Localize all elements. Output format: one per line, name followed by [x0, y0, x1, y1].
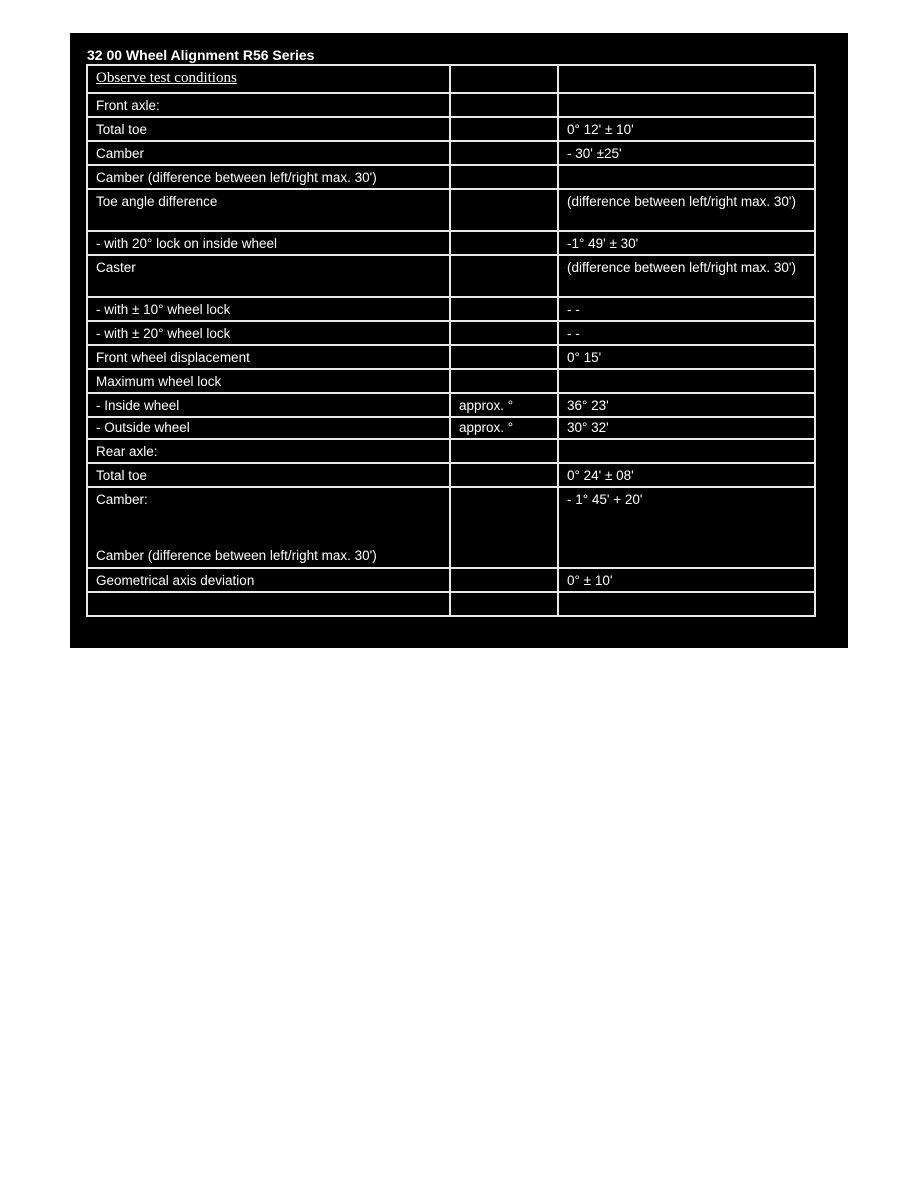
table-row [87, 568, 815, 592]
value-cell: - - [558, 321, 815, 345]
label-cell [87, 65, 450, 93]
wheel-alignment-table [86, 64, 816, 617]
table-row [87, 255, 815, 297]
unit-cell [450, 141, 558, 165]
table-row [87, 487, 815, 568]
unit-cell [450, 93, 558, 117]
unit-cell [450, 369, 558, 393]
value-cell: (difference between left/right max. 30') [558, 189, 815, 231]
value-cell [558, 439, 815, 463]
table-row [87, 592, 815, 616]
label-cell: - with ± 20° wheel lock [87, 321, 450, 345]
value-cell: 0° 24' ± 08' [558, 463, 815, 487]
value-cell: 0° ± 10' [558, 568, 815, 592]
value-cell: (difference between left/right max. 30') [558, 255, 815, 297]
unit-cell [450, 255, 558, 297]
unit-cell [450, 321, 558, 345]
unit-cell [450, 297, 558, 321]
camber-label: Camber: [96, 492, 148, 507]
value-cell: - 1° 45' + 20' [558, 487, 815, 568]
table-row [87, 321, 815, 345]
label-cell [87, 487, 450, 568]
value-cell: 36° 23' [558, 393, 815, 417]
value-cell [558, 369, 815, 393]
table-row [87, 393, 815, 417]
unit-cell: approx. ° [450, 393, 558, 417]
value-cell [558, 165, 815, 189]
label-cell: Camber [87, 141, 450, 165]
label-cell: Rear axle: [87, 439, 450, 463]
table-row [87, 141, 815, 165]
value-cell: 0° 12' ± 10' [558, 117, 815, 141]
value-cell [558, 65, 815, 93]
unit-cell [450, 345, 558, 369]
value-cell: 0° 15' [558, 345, 815, 369]
label-cell: - Outside wheel [87, 417, 450, 439]
table-row [87, 417, 815, 439]
unit-cell [450, 65, 558, 93]
label-cell: Caster [87, 255, 450, 297]
unit-cell [450, 592, 558, 616]
table-row [87, 231, 815, 255]
label-cell: - Inside wheel [87, 393, 450, 417]
label-cell: Total toe [87, 117, 450, 141]
table-row [87, 463, 815, 487]
label-cell: Maximum wheel lock [87, 369, 450, 393]
label-cell: - with 20° lock on inside wheel [87, 231, 450, 255]
value-cell: 30° 32' [558, 417, 815, 439]
unit-cell [450, 231, 558, 255]
label-cell: - with ± 10° wheel lock [87, 297, 450, 321]
table-row [87, 297, 815, 321]
table-row [87, 93, 815, 117]
unit-cell: approx. ° [450, 417, 558, 439]
value-cell: - 30' ±25' [558, 141, 815, 165]
camber-difference-label: Camber (difference between left/right max. 30') [96, 548, 377, 563]
unit-cell [450, 568, 558, 592]
table-row [87, 369, 815, 393]
table-row [87, 345, 815, 369]
label-cell: Front axle: [87, 93, 450, 117]
page-title: 32 00 Wheel Alignment R56 Series [87, 47, 315, 63]
observe-test-conditions-link[interactable]: Observe test conditions [96, 70, 237, 86]
document-panel [70, 33, 848, 648]
table-row [87, 189, 815, 231]
unit-cell [450, 117, 558, 141]
table-row [87, 439, 815, 463]
table-row [87, 117, 815, 141]
value-cell [558, 592, 815, 616]
unit-cell [450, 487, 558, 568]
unit-cell [450, 165, 558, 189]
value-cell: -1° 49' ± 30' [558, 231, 815, 255]
unit-cell [450, 189, 558, 231]
label-cell: Toe angle difference [87, 189, 450, 231]
table-row [87, 165, 815, 189]
value-cell: - - [558, 297, 815, 321]
label-cell [87, 592, 450, 616]
label-cell: Geometrical axis deviation [87, 568, 450, 592]
label-cell: Front wheel displacement [87, 345, 450, 369]
label-cell: Camber (difference between left/right max. 30') [87, 165, 450, 189]
unit-cell [450, 463, 558, 487]
value-cell [558, 93, 815, 117]
table-row [87, 65, 815, 93]
unit-cell [450, 439, 558, 463]
label-cell: Total toe [87, 463, 450, 487]
